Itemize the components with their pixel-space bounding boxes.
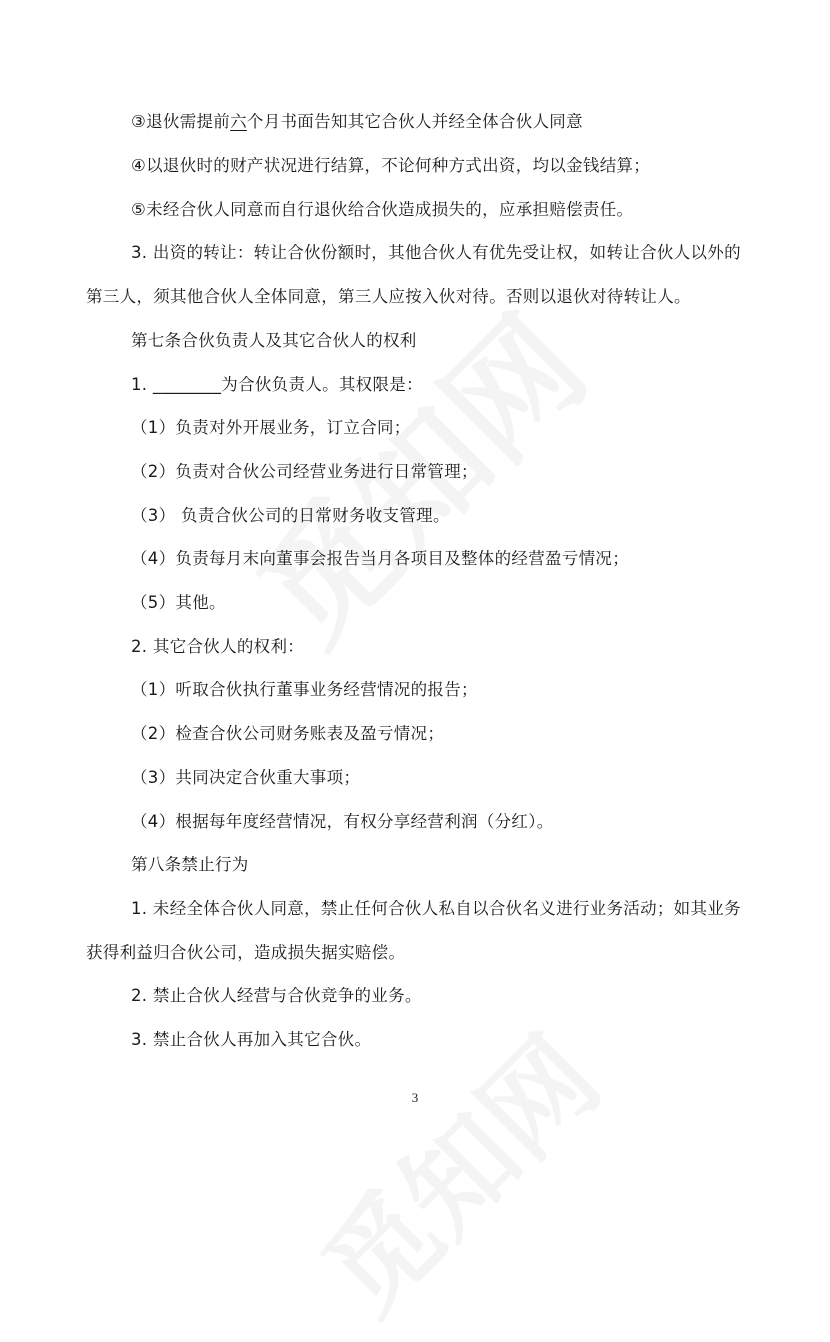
prohibition-1-line1: 1. 未经全体合伙人同意，禁止任何合伙人私自以合伙名义进行业务活动；如其业务 bbox=[131, 899, 741, 918]
clause-withdraw-notice: ③退伙需提前六个月书面告知其它合伙人并经全体合伙人同意 bbox=[131, 112, 583, 131]
article-seven-item1: 1. ________为合伙负责人。其权限是： bbox=[131, 375, 423, 394]
underlined-six: 六 bbox=[230, 112, 247, 131]
rights-item-4: （4）根据每年度经营情况，有权分享经营利润（分红）。 bbox=[131, 812, 554, 831]
prohibition-3: 3. 禁止合伙人再加入其它合伙。 bbox=[131, 1030, 372, 1049]
authority-item-4: （4）负责每月末向董事会报告当月各项目及整体的经营盈亏情况； bbox=[131, 549, 629, 568]
clause-withdraw-settlement: ④以退伙时的财产状况进行结算，不论何种方式出资，均以金钱结算； bbox=[131, 156, 651, 175]
clause-transfer-line1: 3. 出资的转让：转让合伙份额时，其他合伙人有优先受让权，如转让合伙人以外的 bbox=[131, 243, 741, 262]
authority-item-1: （1）负责对外开展业务，订立合同； bbox=[131, 418, 411, 437]
authority-item-5: （5）其他。 bbox=[131, 593, 226, 612]
authority-item-2: （2）负责对合伙公司经营业务进行日常管理； bbox=[131, 462, 478, 481]
authority-item-3: （3） 负责合伙公司的日常财务收支管理。 bbox=[131, 506, 450, 525]
article-seven-item2: 2. 其它合伙人的权利： bbox=[131, 637, 305, 656]
prohibition-1-line2: 获得利益归合伙公司，造成损失据实赔偿。 bbox=[86, 943, 406, 962]
page-number: 3 bbox=[411, 1090, 419, 1105]
rights-item-1: （1）听取合伙执行董事业务经营情况的报告； bbox=[131, 680, 478, 699]
article-seven-heading: 第七条合伙负责人及其它合伙人的权利 bbox=[131, 331, 417, 350]
clause-withdraw-liability: ⑤未经合伙人同意而自行退伙给合伙造成损失的，应承担赔偿责任。 bbox=[131, 200, 634, 219]
prohibition-2: 2. 禁止合伙人经营与合伙竞争的业务。 bbox=[131, 986, 422, 1005]
rights-item-2: （2）检查合伙公司财务账表及盈亏情况； bbox=[131, 724, 445, 743]
article-eight-heading: 第八条禁止行为 bbox=[131, 855, 249, 874]
clause-transfer-line2: 第三人，须其他合伙人全体同意，第三人应按入伙对待。否则以退伙对待转让人。 bbox=[86, 287, 691, 306]
rights-item-3: （3）共同决定合伙重大事项； bbox=[131, 768, 361, 787]
